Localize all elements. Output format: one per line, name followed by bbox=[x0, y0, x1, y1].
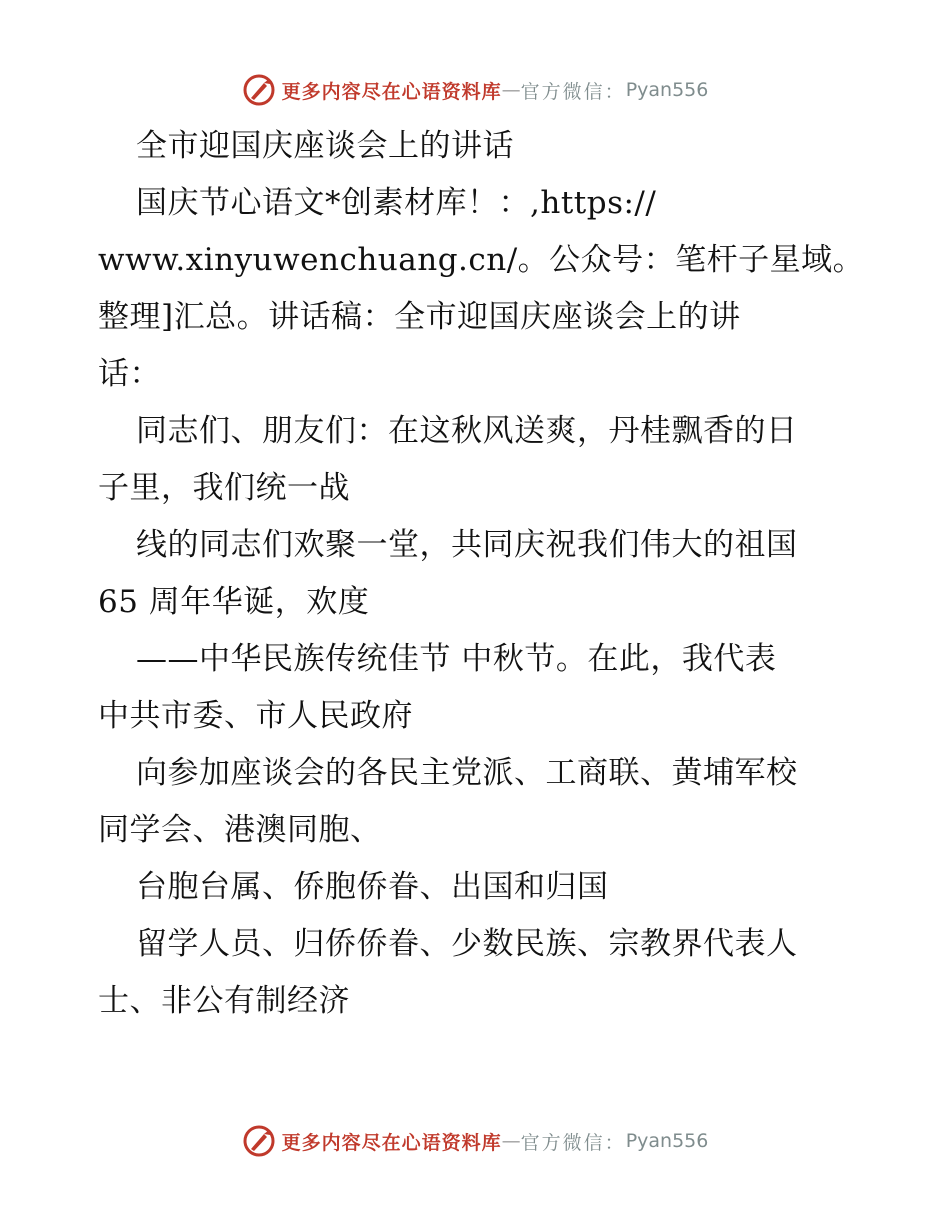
quill-logo-icon bbox=[242, 73, 276, 107]
watermark-dash: — bbox=[501, 79, 521, 101]
text-line: 子里，我们统一战 bbox=[98, 470, 350, 506]
document-body bbox=[98, 118, 865, 1030]
quill-logo-icon bbox=[242, 1124, 276, 1158]
watermark-wechat-id: Pyan556 bbox=[625, 79, 709, 101]
footer-watermark bbox=[0, 1121, 950, 1161]
watermark-wechat-id: Pyan556 bbox=[625, 1130, 709, 1152]
text-line: 线的同志们欢聚一堂，共同庆祝我们伟大的祖国 bbox=[136, 527, 798, 563]
text-line: 同志们、朋友们：在这秋风送爽，丹桂飘香的日 bbox=[136, 413, 798, 449]
text-line: 士、非公有制经济 bbox=[98, 983, 350, 1019]
header-watermark bbox=[0, 70, 950, 110]
watermark-main-text: 更多内容尽在心语资料库 bbox=[281, 80, 502, 103]
watermark-main-text: 更多内容尽在心语资料库 bbox=[281, 1131, 502, 1154]
watermark-sub-text: 官方微信： bbox=[520, 1131, 626, 1154]
text-line: 中共市委、市人民政府 bbox=[98, 698, 413, 734]
text-line: 台胞台属、侨胞侨眷、出国和归国 bbox=[136, 869, 609, 905]
watermark-sub-text: 官方微信： bbox=[520, 80, 626, 103]
text-line: 65 周年华诞，欢度 bbox=[98, 584, 370, 620]
text-line: 同学会、港澳同胞、 bbox=[98, 812, 382, 848]
text-line: 留学人员、归侨侨眷、少数民族、宗教界代表人 bbox=[136, 926, 798, 962]
text-line: 国庆节心语文*创素材库！：,https:// bbox=[136, 185, 657, 221]
text-line: 向参加座谈会的各民主党派、工商联、黄埔军校 bbox=[136, 755, 798, 791]
text-line: www.xinyuwenchuang.cn/。公众号：笔杆子星域。 bbox=[98, 242, 865, 278]
text-line: 话： bbox=[98, 356, 161, 392]
text-line: 整理]汇总。讲话稿：全市迎国庆座谈会上的讲 bbox=[98, 299, 741, 335]
text-line: ——中华民族传统佳节 中秋节。在此，我代表 bbox=[136, 641, 777, 677]
document-title: 全市迎国庆座谈会上的讲话 bbox=[136, 128, 514, 164]
watermark-dash: — bbox=[501, 1130, 521, 1152]
